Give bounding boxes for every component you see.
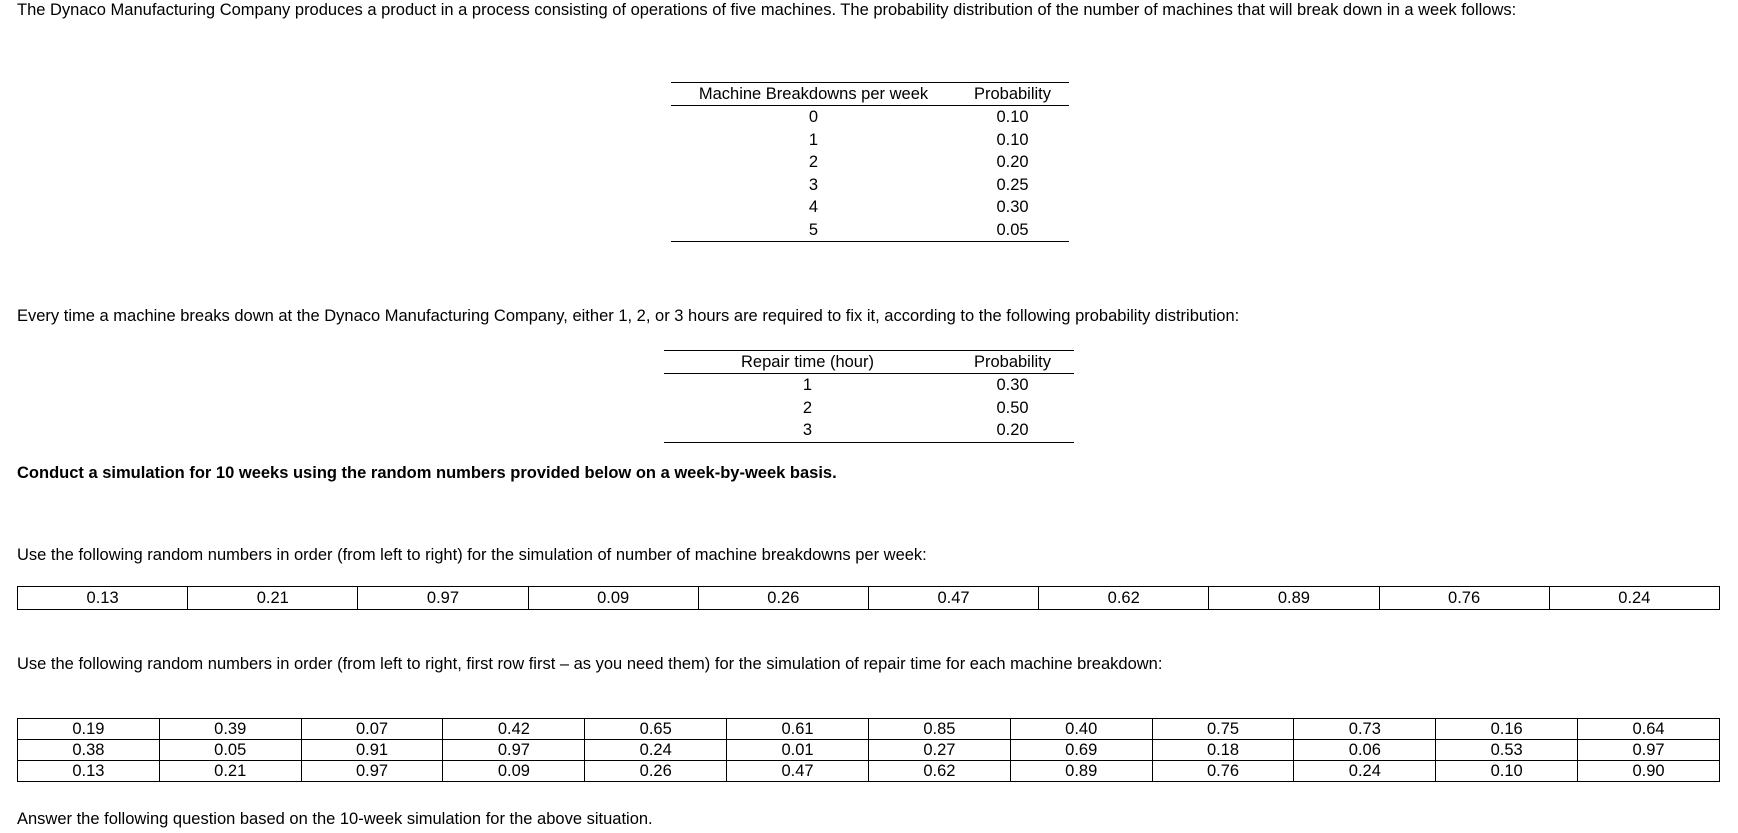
random-number-row <box>18 740 1720 761</box>
random-number-cell: 0.85 <box>868 719 1010 740</box>
probability-cell: 0.50 <box>996 398 1029 417</box>
random-number-cell: 0.27 <box>868 740 1010 761</box>
random-number-cell: 0.21 <box>188 587 358 610</box>
table-row <box>664 419 1074 442</box>
random-number-cell: 0.16 <box>1436 719 1578 740</box>
random-number-cell: 0.26 <box>585 761 727 782</box>
random-number-cell: 0.61 <box>727 719 869 740</box>
breakdown-distribution-table <box>671 82 1069 242</box>
breakdowns-cell: 3 <box>808 175 819 194</box>
repair-time-cell: 1 <box>802 376 813 395</box>
table-row <box>664 397 1074 420</box>
table-row <box>671 151 1069 174</box>
table-row <box>671 196 1069 219</box>
random-number-cell: 0.24 <box>1549 587 1719 610</box>
random-number-cell: 0.38 <box>18 740 160 761</box>
random-number-cell: 0.97 <box>443 740 585 761</box>
probability-column-header: Probability <box>951 351 1074 374</box>
random-number-cell: 0.24 <box>1294 761 1436 782</box>
random-number-cell: 0.97 <box>358 587 528 610</box>
random-number-cell: 0.06 <box>1294 740 1436 761</box>
probability-cell: 0.20 <box>996 153 1029 172</box>
random-number-cell: 0.89 <box>1209 587 1379 610</box>
random-number-cell: 0.10 <box>1436 761 1578 782</box>
table-header-row <box>664 351 1074 374</box>
breakdowns-cell: 0 <box>808 108 819 127</box>
table-header-row <box>671 83 1069 106</box>
probability-cell: 0.25 <box>996 175 1029 194</box>
random-number-cell: 0.05 <box>159 740 301 761</box>
probability-cell: 0.30 <box>996 198 1029 217</box>
table-row <box>664 374 1074 397</box>
random-number-cell: 0.07 <box>301 719 443 740</box>
answer-instruction: Answer the following question based on the 10-week simulation for the above situation. <box>17 810 653 828</box>
repair-intro-paragraph: Every time a machine breaks down at the Dynaco Manufacturing Company, either 1, 2, or 3 hours are required to fix it, according to the following probability distribution: <box>17 307 1240 325</box>
random-number-cell: 0.62 <box>1039 587 1209 610</box>
random-number-cell: 0.26 <box>698 587 868 610</box>
random-number-cell: 0.09 <box>443 761 585 782</box>
random-number-cell: 0.47 <box>868 587 1038 610</box>
breakdowns-cell: 5 <box>671 219 956 242</box>
random-number-cell: 0.62 <box>868 761 1010 782</box>
random-number-cell: 0.76 <box>1152 761 1294 782</box>
repair-distribution-table <box>664 350 1074 443</box>
random-number-row <box>18 761 1720 782</box>
random-number-cell: 0.76 <box>1379 587 1549 610</box>
random-number-cell: 0.69 <box>1010 740 1152 761</box>
breakdowns-cell: 4 <box>808 198 819 217</box>
random-number-row <box>18 587 1720 610</box>
repair-time-column-header: Repair time (hour) <box>664 351 951 374</box>
probability-cell: 0.20 <box>951 419 1074 442</box>
breakdowns-cell: 1 <box>808 130 819 149</box>
random-number-cell: 0.18 <box>1152 740 1294 761</box>
random-number-cell: 0.97 <box>301 761 443 782</box>
repair-random-numbers-table <box>17 718 1720 782</box>
random-number-cell: 0.91 <box>301 740 443 761</box>
simulation-instruction: Conduct a simulation for 10 weeks using the random numbers provided below on a week-by-week basis. <box>17 464 837 482</box>
random-number-cell: 0.73 <box>1294 719 1436 740</box>
probability-column-header: Probability <box>956 83 1069 106</box>
random-number-cell: 0.64 <box>1578 719 1720 740</box>
random-number-cell: 0.09 <box>528 587 698 610</box>
repair-random-numbers-label: Use the following random numbers in order (from left to right, first row first – as you need them) for the simulation of repair time for each machine breakdown: <box>17 655 1163 673</box>
random-number-cell: 0.42 <box>443 719 585 740</box>
random-number-cell: 0.90 <box>1578 761 1720 782</box>
random-number-cell: 0.89 <box>1010 761 1152 782</box>
intro-paragraph: The Dynaco Manufacturing Company produces a product in a process consisting of operations of five machines. The probability distribution of the number of machines that will break down in a week follows: <box>17 1 1517 19</box>
random-number-cell: 0.65 <box>585 719 727 740</box>
probability-cell: 0.30 <box>996 376 1029 395</box>
breakdowns-cell: 2 <box>808 153 819 172</box>
random-number-cell: 0.40 <box>1010 719 1152 740</box>
probability-cell: 0.10 <box>996 108 1029 127</box>
random-number-cell: 0.75 <box>1152 719 1294 740</box>
table-row <box>671 106 1069 129</box>
random-number-cell: 0.53 <box>1436 740 1578 761</box>
random-number-cell: 0.39 <box>159 719 301 740</box>
breakdowns-column-header: Machine Breakdowns per week <box>671 83 956 106</box>
random-number-cell: 0.19 <box>18 719 160 740</box>
random-number-cell: 0.21 <box>159 761 301 782</box>
repair-time-cell: 2 <box>802 398 813 417</box>
probability-cell: 0.10 <box>996 130 1029 149</box>
repair-time-cell: 3 <box>664 419 951 442</box>
random-number-cell: 0.13 <box>18 761 160 782</box>
random-number-cell: 0.13 <box>18 587 188 610</box>
random-number-cell: 0.97 <box>1578 740 1720 761</box>
breakdown-random-numbers-table <box>17 586 1720 610</box>
probability-cell: 0.05 <box>956 219 1069 242</box>
random-number-cell: 0.01 <box>727 740 869 761</box>
table-row <box>671 129 1069 152</box>
table-row <box>671 174 1069 197</box>
random-number-cell: 0.24 <box>585 740 727 761</box>
random-number-row <box>18 719 1720 740</box>
table-row <box>671 219 1069 242</box>
breakdown-random-numbers-label: Use the following random numbers in order (from left to right) for the simulation of number of machine breakdowns per week: <box>17 546 927 564</box>
random-number-cell: 0.47 <box>727 761 869 782</box>
